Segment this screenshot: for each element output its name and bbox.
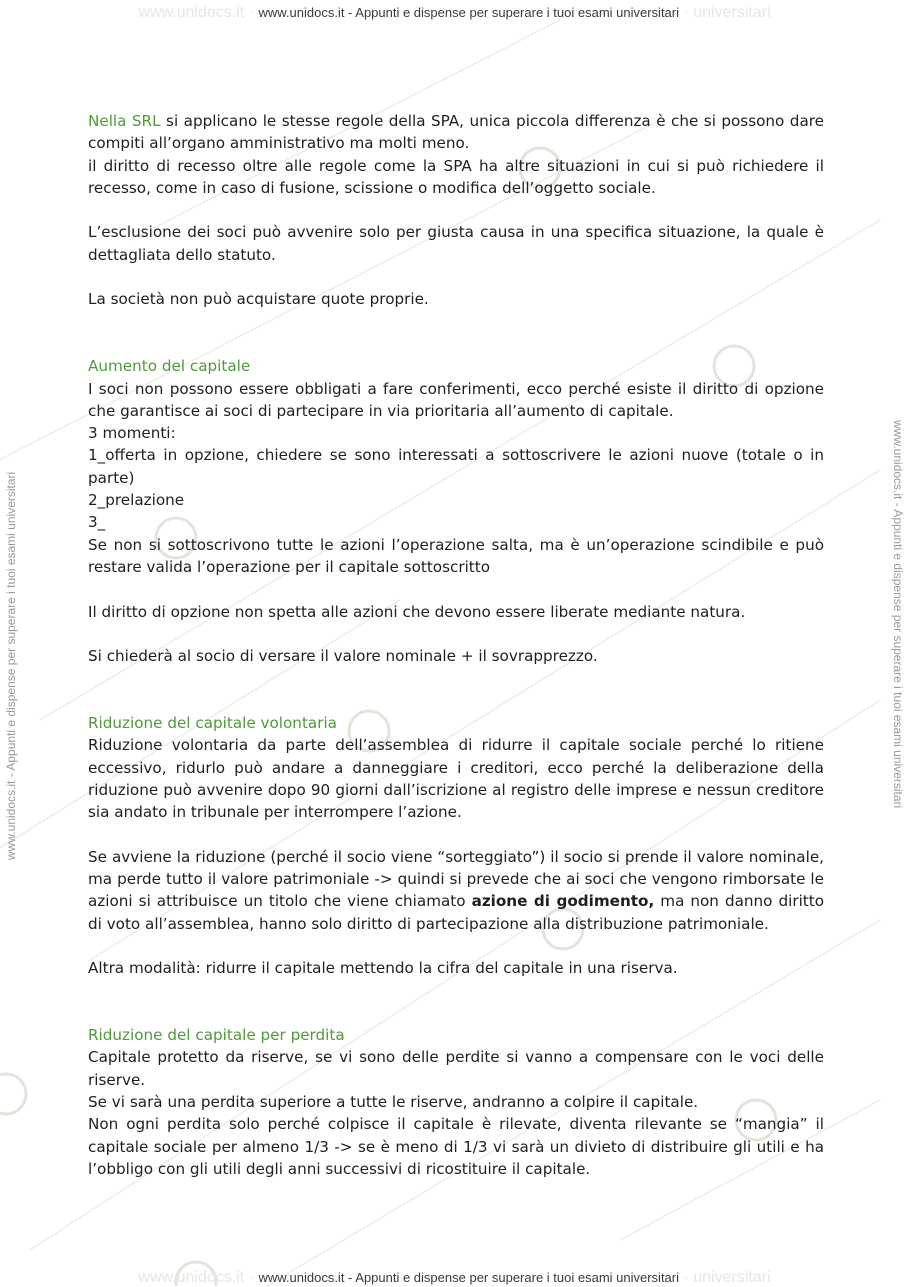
riduzione-volontaria-paragraph-3: Altra modalità: ridurre il capitale mettendo la cifra del capitale in una riserva.: [88, 959, 678, 978]
riduzione-perdita-paragraph-1: Capitale protetto da riserve, se vi sono delle perdite si vanno a compensare con le voci delle riserve.: [88, 1048, 824, 1089]
intro-paragraph-1: Nella SRL si applicano le stesse regole della SPA, unica piccola differenza è che si possono dare compiti all’organo amministrativo ma molti meno.: [88, 112, 824, 153]
watermark-side-left: www.unidocs.it - Appunti e dispense per superare i tuoi esami universitari: [4, 471, 18, 860]
riduzione-perdita-paragraph-2: Se vi sarà una perdita superiore a tutte le riserve, andranno a colpire il capitale.: [88, 1093, 699, 1112]
aumento-paragraph-8: Si chiederà al socio di versare il valore nominale + il sovrapprezzo.: [88, 647, 598, 666]
aumento-paragraph-6: Se non si sottoscrivono tutte le azioni l’operazione salta, ma è un’operazione scindibile e può restare valida l’operazione per il capitale sottoscritto: [88, 535, 824, 576]
watermark-header: www.unidocs.it · www.unidocs.it - Appunti e dispense per superare i tuoi esami universitari · universitari: [138, 4, 771, 21]
watermark-side-right: www.unidocs.it - Appunti e dispense per superare i tuoi esami universitari: [891, 420, 905, 809]
azione-di-godimento-bold: azione di godimento,: [471, 892, 655, 911]
heading-riduzione-perdita: Riduzione del capitale per perdita: [88, 1026, 345, 1045]
riduzione-volontaria-paragraph-1: Riduzione volontaria da parte dell’assemblea di ridurre il capitale sociale perché lo ritiene eccessivo, ridurlo può andare a danneggiare i creditori, ecco perché la deliberazione della riduzione può avvenire dopo 90 giorni dall’iscrizione al registro delle imprese e nessun creditore sia andato in tribunale per interrompere l’azione.: [88, 736, 824, 822]
heading-riduzione-volontaria: Riduzione del capitale volontaria: [88, 714, 337, 733]
riduzione-volontaria-paragraph-2: Se avviene la riduzione (perché il socio viene “sorteggiato”) il socio si prende il valore nominale, ma perde tutto il valore patrimoniale -> quindi si prevede che ai soci che vengono rimborsate le azioni si attribuisce un titolo che viene chiamato azione di godimento, ma non danno diritto di voto all’assemblea, hanno solo diritto di partecipazione alla distribuzione patrimoniale.: [88, 847, 824, 933]
heading-aumento-capitale: Aumento del capitale: [88, 357, 251, 376]
aumento-paragraph-4: 2_prelazione: [88, 491, 185, 510]
aumento-paragraph-3: 1_offerta in opzione, chiedere se sono interessati a sottoscrivere le azioni nuove (totale o in parte): [88, 446, 824, 487]
riduzione-perdita-paragraph-3: Non ogni perdita solo perché colpisce il capitale è rilevate, diventa rilevante se “mangia” il capitale sociale per almeno 1/3 -> se è meno di 1/3 vi sarà un divieto di distribuire gli utili e ha l’obbligo con gli utili degli anni successivi di ricostituire il capitale.: [88, 1115, 824, 1178]
intro-paragraph-3: L’esclusione dei soci può avvenire solo per giusta causa in una specifica situazione, la quale è dettagliata dello statuto.: [88, 223, 824, 264]
aumento-paragraph-2: 3 momenti:: [88, 424, 176, 443]
srl-highlight: Nella SRL: [88, 112, 161, 130]
watermark-header-text: www.unidocs.it - Appunti e dispense per superare i tuoi esami universitari: [258, 5, 679, 20]
aumento-paragraph-1: I soci non possono essere obbligati a fare conferimenti, ecco perché esiste il diritto di opzione che garantisce ai soci di partecipare in via prioritaria all’aumento di capitale.: [88, 379, 824, 420]
aumento-paragraph-5: 3_: [88, 513, 106, 532]
intro-paragraph-4: La società non può acquistare quote proprie.: [88, 290, 429, 309]
document-body: [88, 110, 824, 1180]
intro-paragraph-2: il diritto di recesso oltre alle regole come la SPA ha altre situazioni in cui si può richiedere il recesso, come in caso di fusione, scissione o modifica dell’oggetto sociale.: [88, 156, 824, 197]
aumento-paragraph-7: Il diritto di opzione non spetta alle azioni che devono essere liberate mediante natura.: [88, 602, 746, 621]
watermark-footer: www.unidocs.it · www.unidocs.it - Appunti e dispense per superare i tuoi esami universitari · universitari: [138, 1269, 771, 1286]
watermark-footer-text: www.unidocs.it - Appunti e dispense per superare i tuoi esami universitari: [258, 1270, 679, 1285]
